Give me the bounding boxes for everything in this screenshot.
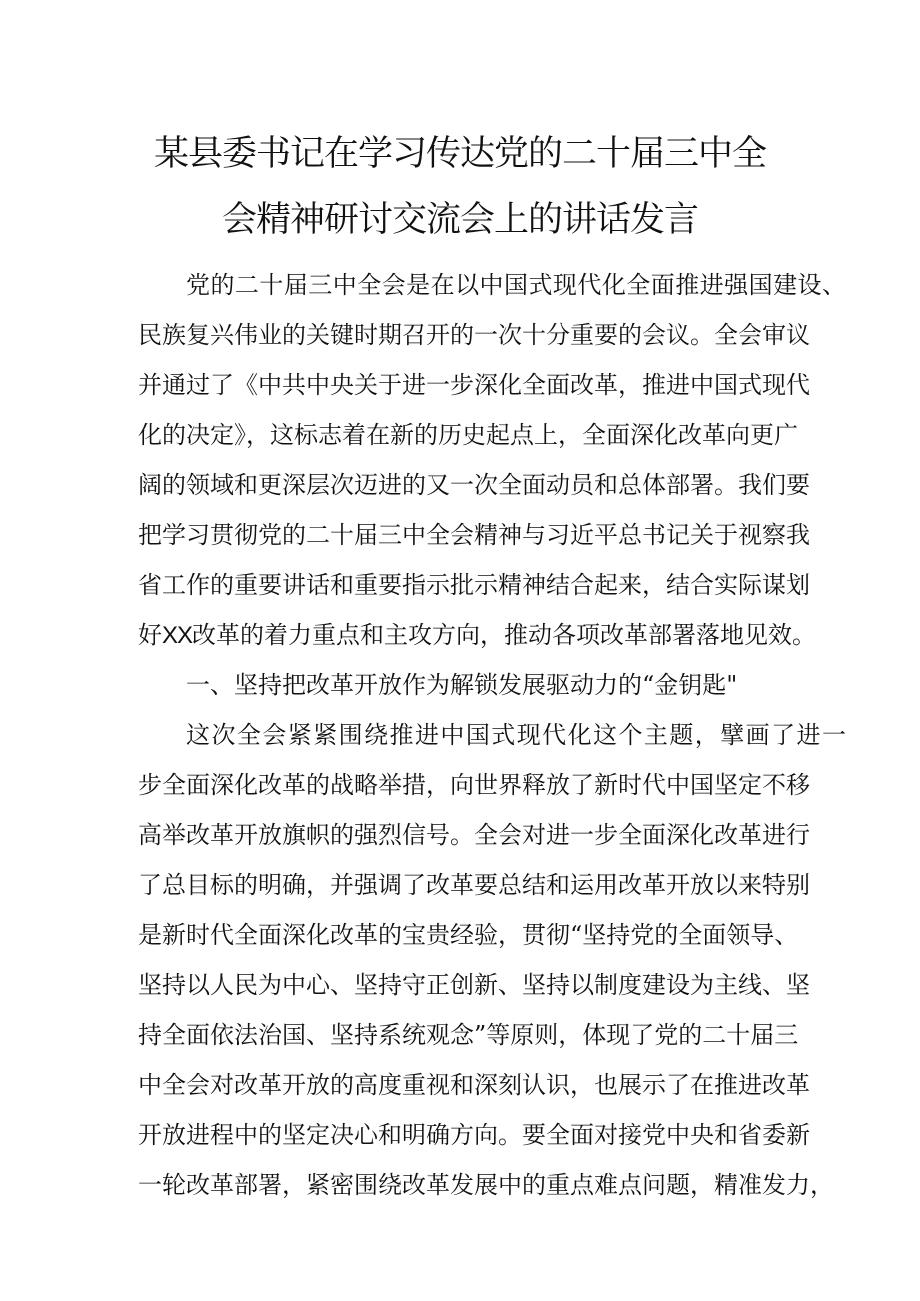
- paragraph-line: 民族复兴伟业的关键时期召开的一次十分重要的会议。全会审议: [138, 321, 810, 349]
- paragraph-line: 省工作的重要讲话和重要指示批示精神结合起来，结合实际谋划: [138, 571, 810, 599]
- paragraph-line: 党的二十届三中全会是在以中国式现代化全面推进强国建设、: [186, 271, 846, 299]
- paragraph-line: 这次全会紧紧围绕推进中国式现代化这个主题，擘画了进一: [186, 721, 846, 749]
- line-prefix: 好: [138, 621, 162, 649]
- placeholder-xx: XX: [162, 622, 193, 649]
- paragraph-line: 开放进程中的坚定决心和明确方向。要全面对接党中央和省委新: [138, 1121, 810, 1149]
- paragraph-line: 一轮改革部署，紧密围绕改革发展中的重点难点问题，精准发力，: [138, 1171, 834, 1199]
- paragraph-line: 高举改革开放旗帜的强烈信号。全会对进一步全面深化改革进行: [138, 821, 810, 849]
- paragraph-line: 阔的领域和更深层次迈进的又一次全面动员和总体部署。我们要: [138, 471, 810, 499]
- paragraph-line: 中全会对改革开放的高度重视和深刻认识，也展示了在推进改革: [138, 1071, 810, 1099]
- line-suffix: 改革的着力重点和主攻方向，推动各项改革部署落地见效。: [192, 621, 817, 649]
- paragraph-line: 步全面深化改革的战略举措，向世界释放了新时代中国坚定不移: [138, 771, 810, 799]
- paragraph-line: 并通过了《中共中央关于进一步深化全面改革，推进中国式现代: [138, 371, 810, 399]
- document-title-line-2: 会精神研讨交流会上的讲话发言: [221, 200, 698, 240]
- paragraph-last-line: [138, 620, 817, 651]
- paragraph-line: 持全面依法治国、坚持系统观念”等原则，体现了党的二十届三: [138, 1021, 799, 1049]
- section-heading: 一、坚持把改革开放作为解锁发展驱动力的“金钥匙": [186, 671, 738, 699]
- paragraph-line: 坚持以人民为中心、坚持守正创新、坚持以制度建设为主线、坚: [138, 971, 810, 999]
- paragraph-line: 把学习贯彻党的二十届三中全会精神与习近平总书记关于视察我: [138, 521, 810, 549]
- paragraph-line: 是新时代全面深化改革的宝贵经验，贯彻“坚持党的全面领导、: [138, 921, 799, 949]
- paragraph-line: 化的决定》，这标志着在新的历史起点上，全面深化改革向更广: [138, 421, 798, 449]
- document-title-line-1: 某县委书记在学习传达党的二十届三中全: [153, 134, 766, 174]
- paragraph-line: 了总目标的明确，并强调了改革要总结和运用改革开放以来特别: [138, 871, 810, 899]
